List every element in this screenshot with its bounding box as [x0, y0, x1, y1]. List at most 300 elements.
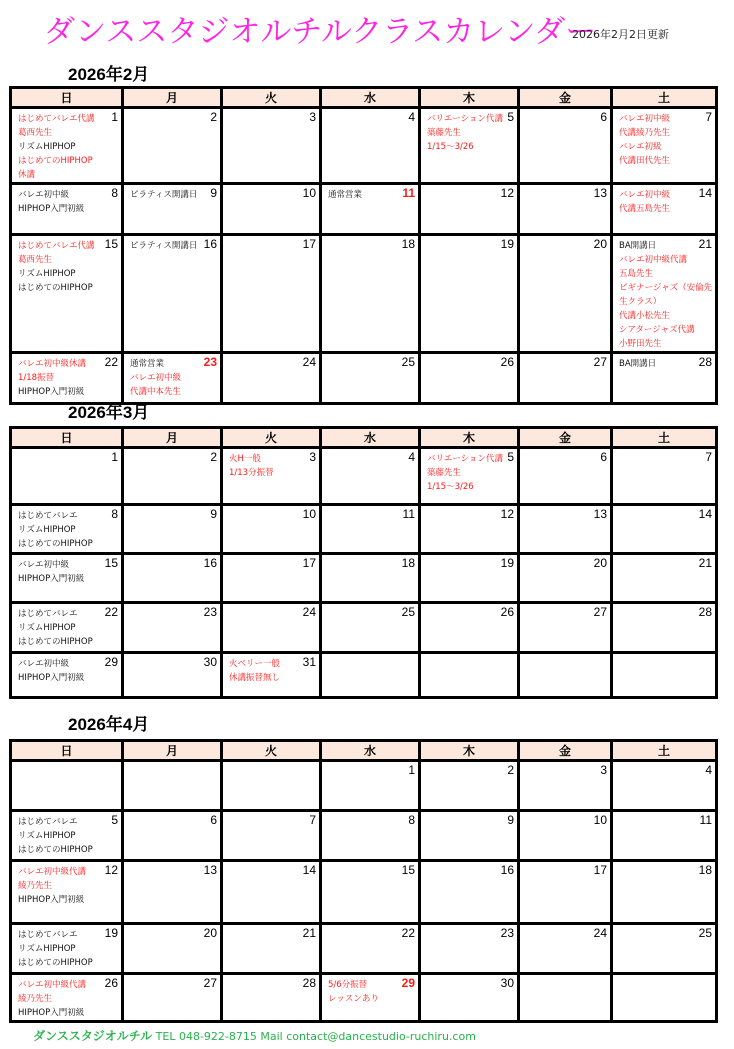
- day-number: 15: [104, 556, 118, 570]
- day-number: 26: [500, 605, 514, 619]
- footer: [33, 1027, 476, 1044]
- day-notes: [421, 449, 517, 494]
- day-cell: [420, 653, 519, 698]
- weekday-header: 火: [222, 428, 321, 448]
- day-number: 31: [302, 655, 316, 669]
- day-cell: [123, 184, 222, 235]
- note-line: バリエーション代講: [427, 454, 503, 464]
- day-cell: [321, 603, 420, 653]
- day-cell: [321, 974, 420, 1022]
- day-cell: [612, 653, 717, 698]
- day-cell: [11, 554, 123, 603]
- day-cell: [123, 924, 222, 974]
- day-cell: [222, 554, 321, 603]
- day-number: 14: [698, 507, 712, 521]
- day-number: 28: [698, 355, 712, 369]
- day-cell: [321, 761, 420, 811]
- day-number: 19: [104, 926, 118, 940]
- day-cell: [612, 448, 717, 505]
- day-number: 17: [302, 237, 316, 251]
- note-line: シアタージャズ代講: [619, 325, 695, 335]
- day-cell: [321, 108, 420, 184]
- day-number: 11: [402, 186, 415, 200]
- day-number: 8: [111, 186, 118, 200]
- day-number: 14: [698, 186, 712, 200]
- day-number: 2: [210, 450, 217, 464]
- day-cell: [519, 811, 612, 861]
- day-cell: [612, 235, 717, 353]
- note-line: リズムHIPHOP: [18, 831, 76, 841]
- day-cell: [321, 353, 420, 404]
- day-cell: [11, 448, 123, 505]
- note-line: バレエ初中級: [18, 190, 70, 200]
- note-line: 葛西先生: [18, 128, 53, 138]
- day-number: 29: [401, 976, 415, 990]
- day-number: 24: [593, 926, 607, 940]
- weekday-header-row: [11, 428, 717, 448]
- day-cell: [420, 761, 519, 811]
- month-title-feb: 2026年2月: [68, 65, 150, 84]
- note-line: 代講小松先生: [619, 311, 671, 321]
- note-line: バレエ初中級: [18, 560, 70, 570]
- day-cell: [612, 505, 717, 554]
- day-notes: [12, 109, 121, 182]
- day-number: 16: [203, 237, 217, 251]
- day-cell: [123, 603, 222, 653]
- week-row: [11, 811, 717, 861]
- day-cell: [519, 184, 612, 235]
- day-number: 24: [302, 605, 316, 619]
- day-cell: [321, 448, 420, 505]
- day-number: 11: [402, 507, 415, 521]
- day-number: 1: [111, 450, 118, 464]
- day-cell: [222, 974, 321, 1022]
- note-line: 火H一般: [229, 454, 261, 464]
- day-number: 5: [507, 450, 514, 464]
- day-cell: [222, 603, 321, 653]
- note-line: HIPHOP入門初級: [18, 673, 85, 683]
- note-line: はじめてのHIPHOP: [18, 958, 93, 968]
- day-number: 14: [302, 863, 316, 877]
- weekday-header: 火: [222, 741, 321, 761]
- day-number: 19: [500, 237, 514, 251]
- weekday-header: 土: [612, 88, 717, 108]
- note-line: リズムHIPHOP: [18, 944, 76, 954]
- weekday-header: 土: [612, 428, 717, 448]
- note-line: はじめてのHIPHOP: [18, 539, 93, 549]
- note-line: はじめてのHIPHOP: [18, 156, 93, 166]
- day-cell: [420, 108, 519, 184]
- note-line: 代講中本先生: [130, 387, 182, 397]
- day-cell: [420, 505, 519, 554]
- weekday-header: 水: [321, 428, 420, 448]
- note-line: はじめてバレエ代講: [18, 114, 95, 124]
- note-line: 通常営業: [130, 359, 165, 369]
- day-cell: [420, 554, 519, 603]
- day-notes: [12, 812, 121, 857]
- day-number: 13: [593, 507, 607, 521]
- day-number: 10: [302, 186, 316, 200]
- week-row: [11, 353, 717, 404]
- week-row: [11, 924, 717, 974]
- note-line: バレエ初中級: [18, 659, 70, 669]
- day-number: 21: [698, 237, 712, 251]
- day-cell: [321, 184, 420, 235]
- note-line: HIPHOP入門初級: [18, 1008, 85, 1018]
- day-number: 9: [210, 186, 217, 200]
- note-line: はじめてバレエ: [18, 511, 78, 521]
- day-number: 4: [408, 110, 415, 124]
- note-line: バレエ初中級代講: [18, 980, 87, 990]
- note-line: ピラティス開講日: [130, 190, 198, 200]
- day-cell: [123, 448, 222, 505]
- day-cell: [11, 653, 123, 698]
- day-number: 5: [111, 813, 118, 827]
- day-cell: [519, 108, 612, 184]
- day-cell: [321, 554, 420, 603]
- day-number: 21: [302, 926, 316, 940]
- day-notes: [421, 109, 517, 154]
- day-number: 10: [302, 507, 316, 521]
- weekday-header: 木: [420, 88, 519, 108]
- note-line: リズムHIPHOP: [18, 269, 76, 279]
- note-line: バレエ初中級: [130, 373, 182, 383]
- day-number: 8: [408, 813, 415, 827]
- day-cell: [519, 761, 612, 811]
- day-cell: [420, 353, 519, 404]
- footer-contact: TEL 048-922-8715 Mail contact@dancestudio-ruchiru.com: [155, 1030, 476, 1043]
- week-row: [11, 761, 717, 811]
- day-cell: [612, 353, 717, 404]
- day-cell: [222, 505, 321, 554]
- day-number: 7: [309, 813, 316, 827]
- note-line: はじめてバレエ代講: [18, 241, 95, 251]
- note-line: はじめてのHIPHOP: [18, 637, 93, 647]
- week-row: [11, 554, 717, 603]
- day-cell: [612, 811, 717, 861]
- day-number: 3: [309, 110, 316, 124]
- note-line: ビギナージャズ（安倫先: [619, 283, 713, 293]
- day-notes: [12, 506, 121, 551]
- day-cell: [420, 235, 519, 353]
- day-cell: [222, 861, 321, 924]
- note-line: リズムHIPHOP: [18, 142, 76, 152]
- note-line: はじめてバレエ: [18, 817, 78, 827]
- day-cell: [420, 603, 519, 653]
- weekday-header: 火: [222, 88, 321, 108]
- week-row: [11, 108, 717, 184]
- day-cell: [123, 353, 222, 404]
- note-line: HIPHOP入門初級: [18, 895, 85, 905]
- note-line: 1/15〜3/26: [427, 142, 474, 152]
- weekday-header: 日: [11, 741, 123, 761]
- day-number: 17: [302, 556, 316, 570]
- week-row: [11, 505, 717, 554]
- day-number: 26: [104, 976, 118, 990]
- day-cell: [123, 761, 222, 811]
- day-cell: [123, 505, 222, 554]
- week-row: [11, 861, 717, 924]
- day-number: 26: [500, 355, 514, 369]
- note-line: 五島先生: [619, 269, 654, 279]
- note-line: バリエーション代講: [427, 114, 503, 124]
- day-cell: [11, 353, 123, 404]
- day-cell: [612, 761, 717, 811]
- day-cell: [612, 974, 717, 1022]
- day-number: 22: [104, 355, 118, 369]
- day-number: 3: [600, 763, 607, 777]
- day-number: 13: [593, 186, 607, 200]
- day-number: 15: [401, 863, 415, 877]
- note-line: リズムHIPHOP: [18, 623, 76, 633]
- note-line: 築藤先生: [427, 128, 462, 138]
- note-line: 1/18振替: [18, 373, 55, 383]
- footer-brand: ダンススタジオルチル: [33, 1029, 153, 1043]
- note-line: レッスンあり: [328, 994, 379, 1004]
- day-number: 2: [210, 110, 217, 124]
- day-number: 21: [698, 556, 712, 570]
- day-number: 12: [104, 863, 118, 877]
- day-cell: [11, 974, 123, 1022]
- day-cell: [519, 235, 612, 353]
- day-cell: [519, 448, 612, 505]
- note-line: はじめてバレエ: [18, 930, 78, 940]
- day-notes: [223, 449, 319, 480]
- day-number: 30: [500, 976, 514, 990]
- week-row: [11, 603, 717, 653]
- day-cell: [11, 505, 123, 554]
- note-line: 5/6分振替: [328, 980, 368, 990]
- day-number: 27: [593, 605, 607, 619]
- day-number: 20: [593, 556, 607, 570]
- weekday-header-row: [11, 88, 717, 108]
- weekday-header: 月: [123, 428, 222, 448]
- day-cell: [222, 108, 321, 184]
- day-number: 16: [500, 863, 514, 877]
- day-cell: [519, 603, 612, 653]
- day-cell: [519, 924, 612, 974]
- day-number: 11: [699, 813, 712, 827]
- note-line: 生クラス）: [619, 297, 662, 307]
- day-cell: [612, 554, 717, 603]
- day-cell: [11, 235, 123, 353]
- day-cell: [612, 924, 717, 974]
- note-line: HIPHOP入門初級: [18, 387, 85, 397]
- day-cell: [11, 761, 123, 811]
- day-cell: [123, 554, 222, 603]
- day-number: 28: [698, 605, 712, 619]
- note-line: 代講田代先生: [619, 156, 671, 166]
- note-line: 1/13分振替: [229, 468, 274, 478]
- day-cell: [123, 108, 222, 184]
- day-notes: [124, 185, 220, 202]
- day-number: 3: [309, 450, 316, 464]
- weekday-header: 木: [420, 741, 519, 761]
- day-number: 6: [600, 450, 607, 464]
- weekday-header-row: [11, 741, 717, 761]
- day-cell: [321, 653, 420, 698]
- day-cell: [519, 505, 612, 554]
- day-number: 10: [593, 813, 607, 827]
- day-number: 19: [500, 556, 514, 570]
- weekday-header: 土: [612, 741, 717, 761]
- day-number: 23: [203, 605, 217, 619]
- day-number: 1: [111, 110, 118, 124]
- day-number: 29: [104, 655, 118, 669]
- week-row: [11, 653, 717, 698]
- note-line: バレエ初級: [619, 142, 662, 152]
- day-cell: [519, 353, 612, 404]
- day-number: 13: [203, 863, 217, 877]
- note-line: バレエ初中級代講: [619, 255, 688, 265]
- day-number: 15: [104, 237, 118, 251]
- day-notes: [12, 185, 121, 216]
- note-line: 小野田先生: [619, 339, 662, 349]
- day-notes: [613, 236, 715, 351]
- note-line: BA開講日: [619, 359, 657, 369]
- weekday-header: 木: [420, 428, 519, 448]
- day-number: 4: [705, 763, 712, 777]
- day-number: 2: [507, 763, 514, 777]
- day-cell: [519, 554, 612, 603]
- page-title: ダンススタジオルチルクラスカレンダー: [44, 14, 597, 50]
- day-notes: [613, 109, 715, 168]
- day-cell: [123, 974, 222, 1022]
- note-line: 休講: [18, 170, 36, 180]
- day-number: 12: [500, 507, 514, 521]
- day-number: 25: [401, 605, 415, 619]
- note-line: 1/15〜3/26: [427, 482, 474, 492]
- day-number: 18: [401, 556, 415, 570]
- note-line: 火ベリー一般: [229, 659, 281, 669]
- day-cell: [11, 184, 123, 235]
- day-number: 20: [593, 237, 607, 251]
- weekday-header: 金: [519, 88, 612, 108]
- day-number: 18: [698, 863, 712, 877]
- weekday-header: 月: [123, 88, 222, 108]
- week-row: [11, 974, 717, 1022]
- day-cell: [123, 811, 222, 861]
- note-line: バレエ初中級: [619, 114, 671, 124]
- day-cell: [612, 184, 717, 235]
- weekday-header: 月: [123, 741, 222, 761]
- day-cell: [519, 974, 612, 1022]
- day-cell: [222, 353, 321, 404]
- note-line: 葛西先生: [18, 255, 53, 265]
- note-line: はじめてバレエ: [18, 609, 78, 619]
- day-cell: [123, 861, 222, 924]
- day-number: 20: [203, 926, 217, 940]
- day-number: 12: [500, 186, 514, 200]
- note-line: バレエ初中級休講: [18, 359, 87, 369]
- day-cell: [11, 603, 123, 653]
- note-line: HIPHOP入門初級: [18, 574, 85, 584]
- note-line: 綾乃先生: [18, 881, 53, 891]
- calendar-apr: [9, 739, 718, 1023]
- week-row: [11, 235, 717, 353]
- month-title-apr: 2026年4月: [68, 715, 150, 734]
- day-cell: [222, 811, 321, 861]
- day-number: 28: [302, 976, 316, 990]
- day-number: 27: [593, 355, 607, 369]
- note-line: リズムHIPHOP: [18, 525, 76, 535]
- weekday-header: 金: [519, 741, 612, 761]
- day-number: 23: [500, 926, 514, 940]
- note-line: バレエ初中級代講: [18, 867, 87, 877]
- day-number: 22: [401, 926, 415, 940]
- note-line: 休講振替無し: [229, 673, 281, 683]
- day-cell: [612, 861, 717, 924]
- day-cell: [420, 974, 519, 1022]
- day-number: 25: [401, 355, 415, 369]
- note-line: バレエ初中級: [619, 190, 671, 200]
- day-number: 24: [302, 355, 316, 369]
- day-number: 30: [203, 655, 217, 669]
- day-number: 9: [507, 813, 514, 827]
- updated-date: 2026年2月2日更新: [572, 28, 669, 41]
- day-cell: [321, 235, 420, 353]
- day-number: 5: [507, 110, 514, 124]
- note-line: HIPHOP入門初級: [18, 204, 85, 214]
- week-row: [11, 184, 717, 235]
- day-cell: [222, 448, 321, 505]
- day-number: 25: [698, 926, 712, 940]
- day-cell: [123, 653, 222, 698]
- day-cell: [321, 861, 420, 924]
- day-cell: [420, 861, 519, 924]
- day-cell: [420, 924, 519, 974]
- day-number: 16: [203, 556, 217, 570]
- day-number: 18: [401, 237, 415, 251]
- day-cell: [222, 924, 321, 974]
- day-cell: [321, 924, 420, 974]
- note-line: 通常営業: [328, 190, 363, 200]
- day-cell: [420, 184, 519, 235]
- day-cell: [519, 653, 612, 698]
- note-line: BA開講日: [619, 241, 657, 251]
- day-cell: [321, 811, 420, 861]
- weekday-header: 金: [519, 428, 612, 448]
- day-cell: [222, 761, 321, 811]
- day-number: 17: [593, 863, 607, 877]
- day-number: 6: [600, 110, 607, 124]
- day-cell: [11, 811, 123, 861]
- note-line: はじめてのHIPHOP: [18, 845, 93, 855]
- day-cell: [11, 924, 123, 974]
- day-number: 6: [210, 813, 217, 827]
- day-cell: [420, 448, 519, 505]
- day-number: 7: [705, 450, 712, 464]
- day-cell: [612, 108, 717, 184]
- day-cell: [222, 184, 321, 235]
- day-cell: [123, 235, 222, 353]
- day-cell: [11, 108, 123, 184]
- day-cell: [11, 861, 123, 924]
- day-number: 22: [104, 605, 118, 619]
- note-line: はじめてのHIPHOP: [18, 283, 93, 293]
- weekday-header: 水: [321, 88, 420, 108]
- day-cell: [321, 505, 420, 554]
- day-cell: [222, 235, 321, 353]
- weekday-header: 水: [321, 741, 420, 761]
- note-line: ピラティス開講日: [130, 241, 198, 251]
- day-number: 4: [408, 450, 415, 464]
- note-line: 代講綾乃先生: [619, 128, 671, 138]
- note-line: 綾乃先生: [18, 994, 53, 1004]
- note-line: 築藤先生: [427, 468, 462, 478]
- day-number: 8: [111, 507, 118, 521]
- day-cell: [420, 811, 519, 861]
